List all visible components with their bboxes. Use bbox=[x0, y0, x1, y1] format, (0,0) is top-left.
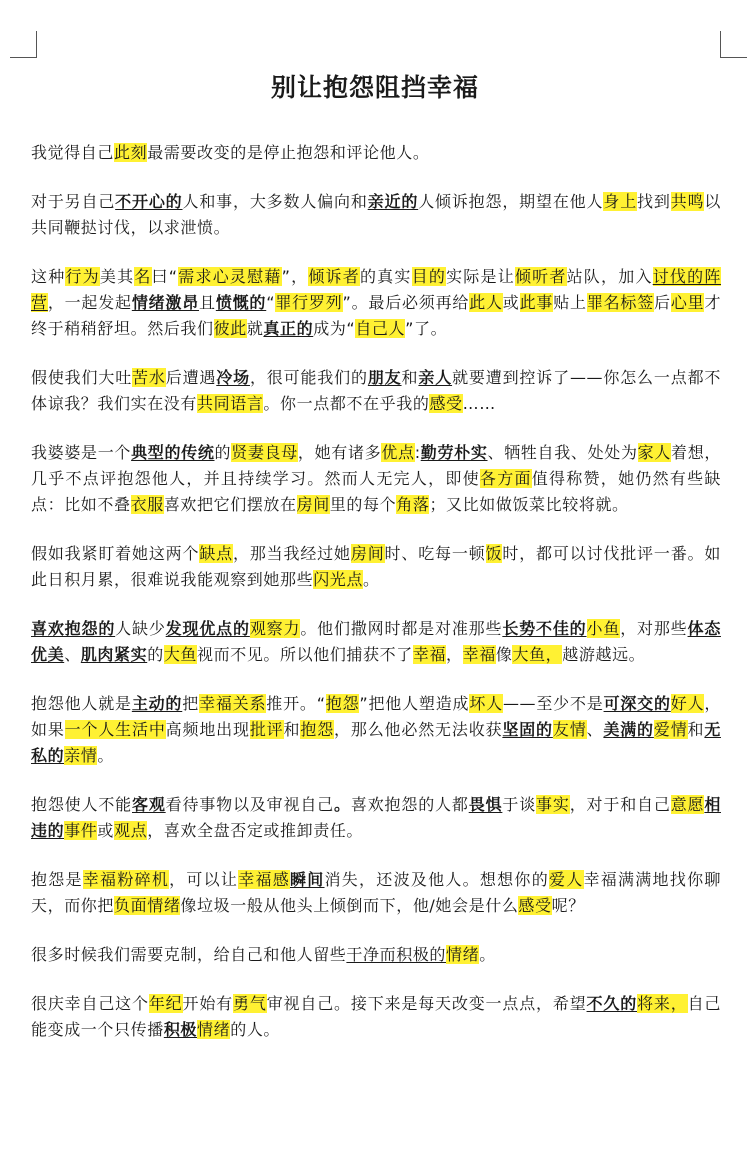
highlighted-text: 负面情绪 bbox=[114, 896, 181, 915]
text-run: 就 bbox=[246, 319, 264, 338]
text-run: 或 bbox=[97, 821, 115, 840]
emphasized-text: 不久的 bbox=[586, 994, 638, 1013]
text-run: 或 bbox=[502, 293, 520, 312]
text-run: 时、吃每一顿 bbox=[384, 544, 486, 563]
text-run: 才终于稍稍舒坦。然后我们 bbox=[31, 293, 722, 338]
text-run: 成为“ bbox=[313, 319, 356, 338]
text-run: ，一起发起 bbox=[47, 293, 132, 312]
text-run: 很多时候我们需要克制，给自己和他人留些 bbox=[31, 945, 347, 964]
text-run: ”。最后必须再给 bbox=[342, 293, 470, 312]
text-run: 很庆幸自己这个 bbox=[31, 994, 149, 1013]
paragraph-10 bbox=[31, 867, 721, 919]
highlighted-text: 爱情 bbox=[653, 720, 688, 739]
highlighted-text: 观察力 bbox=[249, 619, 301, 638]
highlighted-text: 大鱼 bbox=[163, 645, 198, 664]
text-run: 最需要改变的是停止抱怨和评论他人。 bbox=[147, 143, 430, 162]
text-run: “ bbox=[266, 293, 276, 312]
highlighted-text: 情绪 bbox=[446, 945, 480, 964]
text-run: 和 bbox=[687, 720, 705, 739]
highlighted-text: 幸福 bbox=[412, 645, 447, 664]
text-run: 视而不见。所以他们捕获不了 bbox=[197, 645, 413, 664]
text-run: 看待事物以及审视自己 bbox=[165, 795, 335, 814]
text-run: : bbox=[414, 443, 421, 462]
emphasized-text: 喜欢抱怨的 bbox=[31, 619, 116, 638]
highlighted-text: 坏人 bbox=[469, 694, 503, 713]
text-run: 贴上 bbox=[553, 293, 587, 312]
text-run: 以共同鞭挞讨伐，以求泄愤。 bbox=[31, 192, 721, 237]
text-run: 美其 bbox=[99, 267, 135, 286]
text-run: 越游越远。 bbox=[562, 645, 646, 664]
text-run: 里的每个 bbox=[329, 495, 397, 514]
text-run: 喜欢抱怨的人都 bbox=[350, 795, 469, 814]
text-run: 推开。“ bbox=[266, 694, 326, 713]
highlighted-text: 罪名标签 bbox=[586, 293, 655, 312]
paragraph-3 bbox=[31, 264, 721, 342]
page-corner-mark-left bbox=[10, 31, 37, 58]
highlighted-text: 情绪 bbox=[197, 1020, 231, 1039]
highlighted-text: 此事 bbox=[519, 293, 554, 312]
text-run: 值得称赞，她仍然有些缺点：比如不叠 bbox=[31, 469, 721, 514]
highlighted-text: 房间 bbox=[296, 495, 330, 514]
text-run: 人缺少 bbox=[115, 619, 166, 638]
text-run: 、牺牲自我、处处为 bbox=[487, 443, 638, 462]
text-run: ，如果 bbox=[31, 694, 721, 739]
text-run: 审视自己。接下来是每天改变一点点，希望 bbox=[266, 994, 587, 1013]
text-run: 。 bbox=[363, 570, 380, 589]
emphasized-text: 相违的 bbox=[31, 795, 721, 840]
paragraph-9 bbox=[31, 792, 721, 844]
emphasized-text: 亲近的 bbox=[367, 192, 419, 211]
emphasized-text: 情绪激昂 bbox=[131, 293, 200, 312]
text-run: ，很可能我们的 bbox=[249, 368, 368, 387]
emphasized-text: 无私的 bbox=[31, 720, 721, 765]
emphasized-text: 发现优点的 bbox=[165, 619, 250, 638]
text-run: 人和事，大多数人偏向和 bbox=[182, 192, 368, 211]
emphasized-text: 肌肉紧实 bbox=[80, 645, 148, 664]
highlighted-text: 缺点 bbox=[199, 544, 234, 563]
text-run: 和 bbox=[283, 720, 301, 739]
document-title: 别让抱怨阻挡幸福 bbox=[270, 73, 479, 102]
text-run: 实际是让 bbox=[446, 267, 515, 286]
highlighted-text: 罪行罗列 bbox=[275, 293, 343, 312]
text-run: 我婆婆是一个 bbox=[31, 443, 132, 462]
highlighted-text: 贤妻良母 bbox=[231, 443, 298, 462]
highlighted-text: 友情 bbox=[552, 720, 587, 739]
highlighted-text: 感受 bbox=[429, 394, 463, 413]
text-run: 开始有 bbox=[182, 994, 234, 1013]
emphasized-text: 愤慨的 bbox=[215, 293, 267, 312]
emphasized-text: 畏惧 bbox=[468, 795, 503, 814]
highlighted-text: 名 bbox=[134, 267, 152, 286]
highlighted-text: 自己人 bbox=[355, 319, 406, 338]
text-run: 时，都可以讨伐批评一番。如此日积月累，很难说我能观察到她那些 bbox=[31, 544, 721, 589]
emphasized-text: 亲人 bbox=[418, 368, 453, 387]
text-run: 、 bbox=[586, 720, 604, 739]
paragraph-1 bbox=[31, 140, 721, 166]
text-run: 。你一点都不在乎我的 bbox=[263, 394, 430, 413]
text-run: 抱怨是 bbox=[31, 870, 83, 889]
text-run: 呢？ bbox=[551, 896, 585, 915]
highlighted-text: 共同语言 bbox=[197, 394, 264, 413]
highlighted-text: 彼此 bbox=[213, 319, 247, 338]
text-run: 的真实 bbox=[359, 267, 412, 286]
text-run: 和 bbox=[401, 368, 419, 387]
text-run: …… bbox=[462, 394, 496, 413]
text-run: ，对于和自己 bbox=[569, 795, 671, 814]
text-run: 且 bbox=[199, 293, 216, 312]
text-run: 假使我们大吐 bbox=[31, 368, 133, 387]
highlighted-text: 幸福感 bbox=[238, 870, 290, 889]
paragraph-8 bbox=[31, 691, 721, 769]
highlighted-text: 幸福关系 bbox=[199, 694, 267, 713]
highlighted-text: 行为 bbox=[65, 267, 100, 286]
paragraph-11 bbox=[31, 942, 721, 968]
highlighted-text: 身上 bbox=[603, 192, 638, 211]
highlighted-text: 倾诉者 bbox=[308, 267, 360, 286]
emphasized-text: 坚固的 bbox=[502, 720, 553, 739]
text-run: 后 bbox=[654, 293, 671, 312]
text-run: 曰“ bbox=[151, 267, 178, 286]
emphasized-text: 体态优美 bbox=[31, 619, 721, 664]
text-run: 的人。 bbox=[230, 1020, 281, 1039]
emphasized-text: 主动的 bbox=[131, 694, 183, 713]
highlighted-text: 勇气 bbox=[233, 994, 267, 1013]
paragraph-5 bbox=[31, 440, 721, 518]
document-body bbox=[31, 140, 721, 1066]
paragraph-6 bbox=[31, 541, 721, 593]
emphasized-text: 典型的传统 bbox=[131, 443, 215, 462]
text-run: ，她有诸多 bbox=[297, 443, 382, 462]
text-run: 假如我紧盯着她这两个 bbox=[31, 544, 200, 563]
text-run: ，对那些 bbox=[620, 619, 688, 638]
highlighted-text: 各方面 bbox=[479, 469, 532, 488]
text-run: ，喜欢全盘否定或推卸责任。 bbox=[147, 821, 364, 840]
highlighted-text: 衣服 bbox=[130, 495, 164, 514]
text-run: ”， bbox=[281, 267, 309, 286]
emphasized-text: 长势不佳的 bbox=[502, 619, 587, 638]
text-run: 我觉得自己 bbox=[31, 143, 115, 162]
highlighted-text: 事实 bbox=[536, 795, 570, 814]
text-run: 把 bbox=[182, 694, 200, 713]
text-run: 。他们撒网时都是对准那些 bbox=[300, 619, 503, 638]
emphasized-text: 客观 bbox=[132, 795, 166, 814]
text-run: 喜欢把它们摆放在 bbox=[163, 495, 297, 514]
highlighted-text: 讨伐的阵营 bbox=[31, 267, 721, 312]
highlighted-text: 感受 bbox=[518, 896, 552, 915]
highlighted-text: 小鱼 bbox=[586, 619, 621, 638]
highlighted-text: 家人 bbox=[637, 443, 672, 462]
text-run: ，那当我经过她 bbox=[233, 544, 351, 563]
highlighted-text: 一个人生活中 bbox=[64, 720, 166, 739]
highlighted-text: 角落 bbox=[396, 495, 430, 514]
text-run: 高频地出现 bbox=[165, 720, 250, 739]
text-run: 找到 bbox=[637, 192, 671, 211]
text-run: 抱怨使人不能 bbox=[31, 795, 132, 814]
highlighted-text: 闪光点 bbox=[313, 570, 364, 589]
text-run: ”了。 bbox=[405, 319, 448, 338]
highlighted-text: 年纪 bbox=[148, 994, 183, 1013]
text-run: 人倾诉抱怨，期望在他人 bbox=[418, 192, 604, 211]
paragraph-4 bbox=[31, 365, 721, 417]
emphasized-text: 朋友 bbox=[367, 368, 402, 387]
text-run: 对于另自己 bbox=[31, 192, 116, 211]
text-run: ，可以让 bbox=[169, 870, 239, 889]
highlighted-text: 亲情 bbox=[64, 746, 98, 765]
paragraph-12 bbox=[31, 991, 721, 1043]
highlighted-text: 倾听者 bbox=[514, 267, 567, 286]
highlighted-text: 此刻 bbox=[114, 143, 148, 162]
emphasized-text: 。 bbox=[334, 795, 351, 814]
text-run: ——至少不是 bbox=[502, 694, 604, 713]
highlighted-text: 需求心灵慰藉 bbox=[177, 267, 282, 286]
emphasized-text: 瞬间 bbox=[289, 870, 325, 889]
text-run: 的 bbox=[147, 645, 164, 664]
emphasized-text: 美满的 bbox=[603, 720, 654, 739]
paragraph-7 bbox=[31, 616, 721, 668]
text-run: 抱怨他人就是 bbox=[31, 694, 132, 713]
highlighted-text: 苦水 bbox=[132, 368, 166, 387]
text-run: 的 bbox=[214, 443, 232, 462]
emphasized-text: 不开心的 bbox=[115, 192, 183, 211]
text-run: 像垃圾一般从他头上倾倒而下，他/她会是什么 bbox=[180, 896, 519, 915]
text-run: ， bbox=[446, 645, 463, 664]
highlighted-text: 将来， bbox=[637, 994, 688, 1013]
highlighted-text: 意愿 bbox=[670, 795, 705, 814]
text-run: 这种 bbox=[31, 267, 66, 286]
emphasized-text: 积极 bbox=[163, 1020, 198, 1039]
text-run: 像 bbox=[495, 645, 513, 664]
emphasized-text: 真正的 bbox=[263, 319, 314, 338]
highlighted-text: 优点 bbox=[381, 443, 415, 462]
highlighted-text: 好人 bbox=[670, 694, 705, 713]
text-run: 着想，几乎不点评抱怨他人，并且持续学习。然而人无完人，即使 bbox=[31, 443, 721, 488]
highlighted-text: 批评 bbox=[249, 720, 284, 739]
text-run: 消失，还波及他人。想想你的 bbox=[324, 870, 549, 889]
highlighted-text: 幸福粉碎机 bbox=[82, 870, 170, 889]
text-run: ，那么他必然无法收获 bbox=[334, 720, 503, 739]
highlighted-text: 房间 bbox=[350, 544, 385, 563]
highlighted-text: 幸福 bbox=[462, 645, 496, 664]
highlighted-text: 饭 bbox=[485, 544, 503, 563]
emphasized-text: 勤劳朴实 bbox=[420, 443, 488, 462]
text-run: 。 bbox=[97, 746, 115, 765]
highlighted-text: 共鸣 bbox=[670, 192, 705, 211]
text-run: ”把他人塑造成 bbox=[359, 694, 470, 713]
page-corner-mark-right bbox=[720, 31, 747, 58]
text-run: ；又比如做饭菜比较将就。 bbox=[429, 495, 629, 514]
highlighted-text: 大鱼， bbox=[512, 645, 563, 664]
text-run: 就要遭到控诉了——你怎么一点都不体谅我？我们实在没有 bbox=[31, 368, 722, 413]
text-run: 。 bbox=[479, 945, 496, 964]
text-run: 自己能变成一个只传播 bbox=[31, 994, 722, 1039]
text-run: 于谈 bbox=[502, 795, 537, 814]
highlighted-text: 抱怨 bbox=[300, 720, 335, 739]
text-run: 站队，加入 bbox=[566, 267, 653, 286]
highlighted-text: 爱人 bbox=[548, 870, 584, 889]
highlighted-text: 观点 bbox=[114, 821, 148, 840]
paragraph-2 bbox=[31, 189, 721, 241]
highlighted-text: 心里 bbox=[670, 293, 705, 312]
text-run: 、 bbox=[64, 645, 81, 664]
emphasized-text: 冷场 bbox=[216, 368, 250, 387]
emphasized-text: 可深交的 bbox=[603, 694, 671, 713]
highlighted-text: 目的 bbox=[411, 267, 447, 286]
text-run: 后遭遇 bbox=[165, 368, 217, 387]
text-run: 幸福满满地找你聊天，而你把 bbox=[31, 870, 721, 915]
highlighted-text: 此人 bbox=[469, 293, 503, 312]
emphasized-text: 干净而积极的 bbox=[346, 945, 447, 964]
highlighted-text: 事件 bbox=[64, 821, 98, 840]
highlighted-text: 抱怨 bbox=[325, 694, 360, 713]
